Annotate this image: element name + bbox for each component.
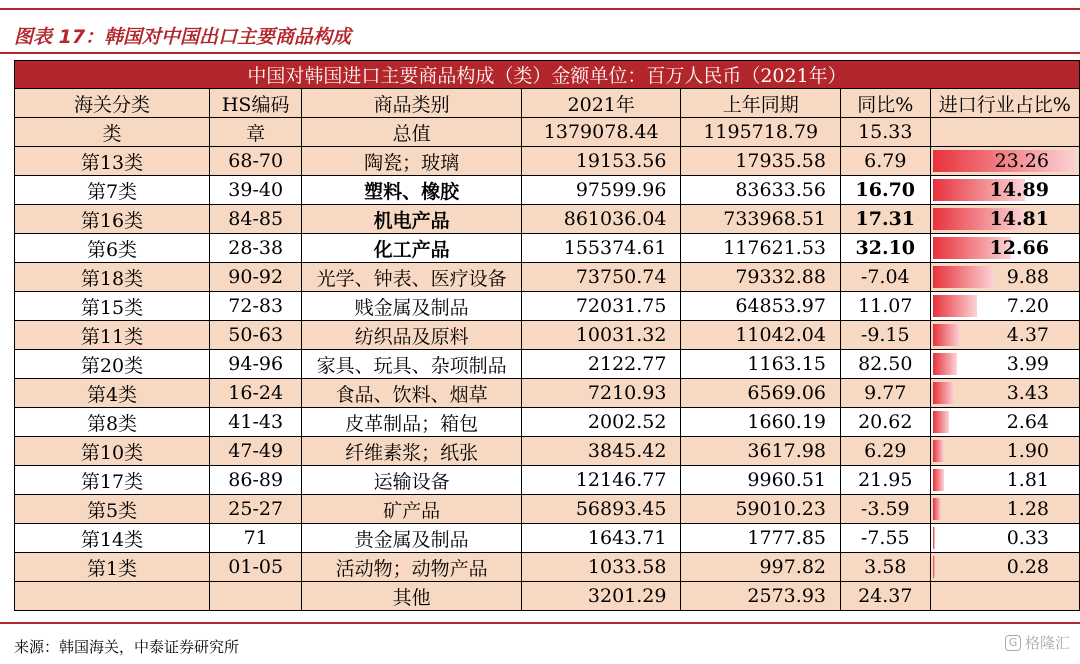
value-2021-cell: 155374.61	[521, 234, 681, 263]
yoy-cell: 11.07	[841, 292, 931, 321]
commodity-name-cell: 机电产品	[302, 205, 522, 234]
category-cell: 第17类	[15, 466, 210, 495]
share-cell	[930, 205, 1079, 234]
hs-code-cell: 39-40	[210, 176, 302, 205]
table-row	[15, 524, 1080, 553]
yoy-cell: 6.29	[841, 437, 931, 466]
yoy-cell: 6.79	[841, 147, 931, 176]
share-bar	[933, 556, 935, 578]
value-2021-cell: 72031.75	[521, 292, 681, 321]
yoy-cell: 3.58	[841, 553, 931, 582]
share-cell	[930, 524, 1079, 553]
share-bar	[933, 353, 958, 375]
share-value: 12.66	[989, 237, 1049, 259]
prior-year-cell: 1163.15	[681, 350, 841, 379]
value-2021-cell: 861036.04	[521, 205, 681, 234]
value-2021-cell: 2002.52	[521, 408, 681, 437]
other-row	[15, 582, 1080, 611]
share-cell	[930, 234, 1079, 263]
table-row	[15, 234, 1080, 263]
watermark-text: 格隆汇	[1024, 634, 1070, 652]
hs-code-cell: 25-27	[210, 495, 302, 524]
prior-year-cell: 9960.51	[681, 466, 841, 495]
total-share	[930, 118, 1079, 147]
share-bar	[933, 440, 945, 462]
prior-year-cell: 79332.88	[681, 263, 841, 292]
prior-year-cell: 2573.93	[681, 582, 841, 611]
commodity-name-cell: 其他	[302, 582, 522, 611]
prior-year-cell: 59010.23	[681, 495, 841, 524]
commodity-name-cell: 食品、饮料、烟草	[302, 379, 522, 408]
share-value: 14.81	[989, 208, 1049, 230]
hs-code-cell: 16-24	[210, 379, 302, 408]
category-cell: 第5类	[15, 495, 210, 524]
hs-code-cell: 28-38	[210, 234, 302, 263]
category-cell: 第20类	[15, 350, 210, 379]
header-cell: 海关分类	[15, 89, 210, 118]
value-2021-cell: 97599.96	[521, 176, 681, 205]
share-cell	[930, 321, 1079, 350]
prior-year-cell: 117621.53	[681, 234, 841, 263]
header-cell: HS编码	[210, 89, 302, 118]
table-row	[15, 147, 1080, 176]
share-bar	[933, 411, 949, 433]
table-caption: 中国对韩国进口主要商品构成（类）金额单位：百万人民币（2021年）	[15, 61, 1080, 89]
commodity-name-cell: 运输设备	[302, 466, 522, 495]
hs-code-cell	[210, 582, 302, 611]
table-row	[15, 379, 1080, 408]
total-name: 总值	[302, 118, 522, 147]
share-value: 3.99	[1006, 353, 1049, 375]
hs-code-cell: 47-49	[210, 437, 302, 466]
category-cell: 第1类	[15, 553, 210, 582]
share-bar	[933, 498, 941, 520]
share-cell	[930, 292, 1079, 321]
category-cell	[15, 582, 210, 611]
category-cell: 第7类	[15, 176, 210, 205]
hs-code-cell: 86-89	[210, 466, 302, 495]
prior-year-cell: 17935.58	[681, 147, 841, 176]
commodity-name-cell: 化工产品	[302, 234, 522, 263]
prior-year-cell: 733968.51	[681, 205, 841, 234]
share-cell	[930, 466, 1079, 495]
yoy-cell: 32.10	[841, 234, 931, 263]
prior-year-cell: 1660.19	[681, 408, 841, 437]
share-value: 23.26	[994, 150, 1049, 172]
gelonghui-logo-icon: G	[1005, 635, 1021, 651]
table-row	[15, 176, 1080, 205]
header-cell: 上年同期	[681, 89, 841, 118]
total-category: 类	[15, 118, 210, 147]
commodity-name-cell: 塑料、橡胶	[302, 176, 522, 205]
share-bar	[933, 527, 935, 549]
data-table	[14, 60, 1080, 611]
value-2021-cell: 7210.93	[521, 379, 681, 408]
category-cell: 第18类	[15, 263, 210, 292]
yoy-cell: 16.70	[841, 176, 931, 205]
share-value: 3.43	[1006, 382, 1049, 404]
commodity-name-cell: 贵金属及制品	[302, 524, 522, 553]
share-cell	[930, 495, 1079, 524]
hs-code-cell: 01-05	[210, 553, 302, 582]
commodity-name-cell: 皮革制品；箱包	[302, 408, 522, 437]
prior-year-cell: 11042.04	[681, 321, 841, 350]
value-2021-cell: 19153.56	[521, 147, 681, 176]
prior-year-cell: 1777.85	[681, 524, 841, 553]
category-cell: 第15类	[15, 292, 210, 321]
yoy-cell: 24.37	[841, 582, 931, 611]
total-value-2021: 1379078.44	[521, 118, 681, 147]
value-2021-cell: 73750.74	[521, 263, 681, 292]
share-cell	[930, 437, 1079, 466]
share-cell	[930, 147, 1079, 176]
value-2021-cell: 56893.45	[521, 495, 681, 524]
commodity-name-cell: 纤维素浆；纸张	[302, 437, 522, 466]
table-row	[15, 408, 1080, 437]
share-cell	[930, 553, 1079, 582]
yoy-cell: -3.59	[841, 495, 931, 524]
header-cell: 商品类别	[302, 89, 522, 118]
total-row	[15, 118, 1080, 147]
hs-code-cell: 50-63	[210, 321, 302, 350]
share-cell	[930, 379, 1079, 408]
yoy-cell: -9.15	[841, 321, 931, 350]
yoy-cell: 21.95	[841, 466, 931, 495]
source-note: 来源：韩国海关，中泰证券研究所	[14, 638, 240, 656]
watermark	[1005, 632, 1070, 653]
share-bar	[933, 295, 978, 317]
table-row	[15, 321, 1080, 350]
category-cell: 第4类	[15, 379, 210, 408]
commodity-name-cell: 陶瓷；玻璃	[302, 147, 522, 176]
hs-code-cell: 84-85	[210, 205, 302, 234]
bottom-rule	[0, 622, 1080, 624]
share-value: 1.81	[1006, 469, 1049, 491]
category-cell: 第14类	[15, 524, 210, 553]
total-hs: 章	[210, 118, 302, 147]
top-rule	[0, 8, 1080, 10]
category-cell: 第13类	[15, 147, 210, 176]
header-cell: 进口行业占比%	[930, 89, 1079, 118]
table-row	[15, 205, 1080, 234]
share-bar	[933, 266, 994, 288]
share-cell	[930, 176, 1079, 205]
share-value: 1.90	[1006, 440, 1049, 462]
hs-code-cell: 94-96	[210, 350, 302, 379]
value-2021-cell: 1643.71	[521, 524, 681, 553]
hs-code-cell: 68-70	[210, 147, 302, 176]
yoy-cell: 17.31	[841, 205, 931, 234]
commodity-name-cell: 光学、钟表、医疗设备	[302, 263, 522, 292]
commodity-name-cell: 纺织品及原料	[302, 321, 522, 350]
prior-year-cell: 83633.56	[681, 176, 841, 205]
share-bar	[933, 324, 960, 346]
value-2021-cell: 3845.42	[521, 437, 681, 466]
hs-code-cell: 72-83	[210, 292, 302, 321]
commodity-name-cell: 矿产品	[302, 495, 522, 524]
table-row	[15, 350, 1080, 379]
category-cell: 第8类	[15, 408, 210, 437]
hs-code-cell: 41-43	[210, 408, 302, 437]
category-cell: 第6类	[15, 234, 210, 263]
share-value: 2.64	[1006, 411, 1049, 433]
value-2021-cell: 12146.77	[521, 466, 681, 495]
prior-year-cell: 64853.97	[681, 292, 841, 321]
table-caption-row	[15, 61, 1080, 89]
header-row	[15, 89, 1080, 118]
title-rule	[0, 52, 1080, 54]
total-yoy: 15.33	[841, 118, 931, 147]
value-2021-cell: 1033.58	[521, 553, 681, 582]
value-2021-cell: 3201.29	[521, 582, 681, 611]
yoy-cell: 82.50	[841, 350, 931, 379]
share-bar	[933, 382, 954, 404]
share-value: 7.20	[1006, 295, 1049, 317]
header-cell: 同比%	[841, 89, 931, 118]
hs-code-cell: 90-92	[210, 263, 302, 292]
share-value: 9.88	[1006, 266, 1049, 288]
category-cell: 第11类	[15, 321, 210, 350]
share-cell	[930, 263, 1079, 292]
share-bar	[933, 469, 944, 491]
yoy-cell: 9.77	[841, 379, 931, 408]
yoy-cell: 20.62	[841, 408, 931, 437]
prior-year-cell: 6569.06	[681, 379, 841, 408]
hs-code-cell: 71	[210, 524, 302, 553]
yoy-cell: -7.04	[841, 263, 931, 292]
share-value: 0.33	[1006, 527, 1049, 549]
share-value: 0.28	[1006, 556, 1049, 578]
category-cell: 第10类	[15, 437, 210, 466]
share-value: 4.37	[1006, 324, 1049, 346]
category-cell: 第16类	[15, 205, 210, 234]
table-row	[15, 263, 1080, 292]
prior-year-cell: 997.82	[681, 553, 841, 582]
share-cell	[930, 350, 1079, 379]
table-row	[15, 292, 1080, 321]
table-row	[15, 553, 1080, 582]
commodity-name-cell: 贱金属及制品	[302, 292, 522, 321]
yoy-cell: -7.55	[841, 524, 931, 553]
commodity-name-cell: 家具、玩具、杂项制品	[302, 350, 522, 379]
value-2021-cell: 2122.77	[521, 350, 681, 379]
value-2021-cell: 10031.32	[521, 321, 681, 350]
prior-year-cell: 3617.98	[681, 437, 841, 466]
figure-title: 图表 17：韩国对中国出口主要商品构成	[14, 26, 352, 48]
share-cell	[930, 408, 1079, 437]
table-row	[15, 495, 1080, 524]
share-value: 1.28	[1006, 498, 1049, 520]
share-value: 14.89	[989, 179, 1049, 201]
table-row	[15, 437, 1080, 466]
share-cell	[930, 582, 1079, 611]
table-row	[15, 466, 1080, 495]
total-prior: 1195718.79	[681, 118, 841, 147]
header-cell: 2021年	[521, 89, 681, 118]
commodity-name-cell: 活动物；动物产品	[302, 553, 522, 582]
